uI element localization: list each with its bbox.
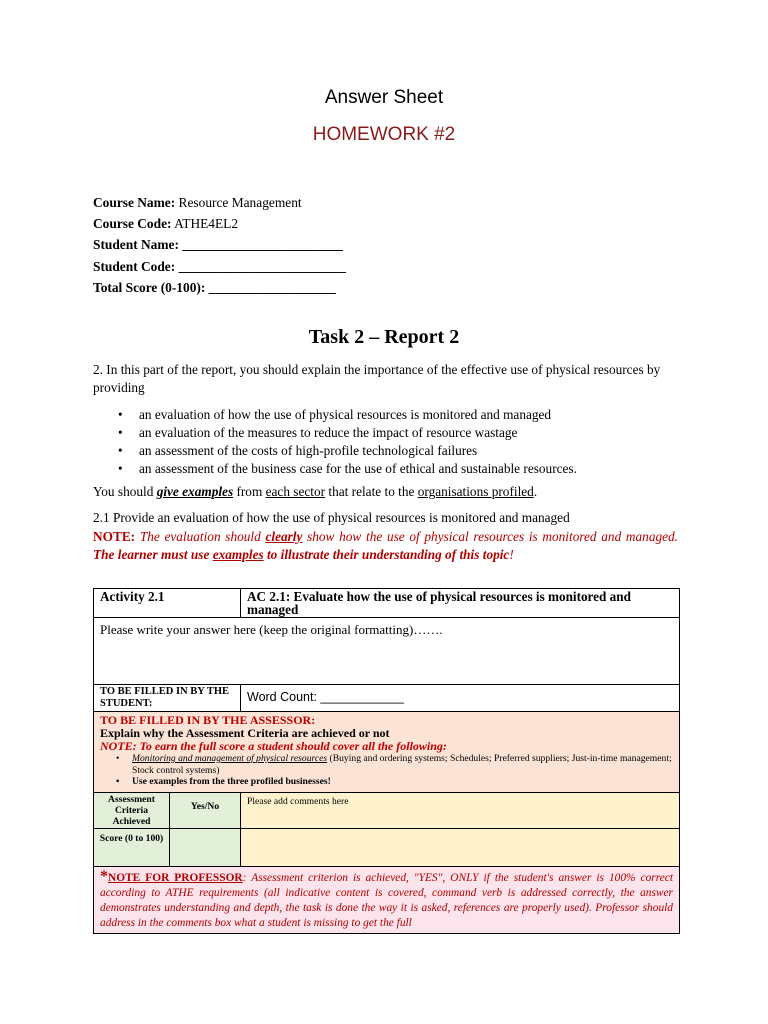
note-clearly: clearly bbox=[265, 528, 303, 544]
student-code-label: Student Code: bbox=[93, 258, 179, 274]
examples-text: . bbox=[533, 484, 538, 499]
total-score-label: Total Score (0-100): bbox=[93, 279, 209, 295]
assessor-explain: Explain why the Assessment Criteria are achieved or not bbox=[100, 726, 390, 740]
student-code-blank[interactable]: _________________________ bbox=[178, 258, 346, 274]
word-count-field[interactable]: Word Count: ____________ bbox=[241, 685, 680, 712]
student-fill-label: TO BE FILLED IN BY THE STUDENT: bbox=[94, 685, 241, 712]
professor-note-text: : Assessment criterion is achieved, "YES", ONLY if the student's answer is 100% correct according to ATHE requirements (all indicative content is covered, command verb is addressed correctly, the answer demonstrates understanding and depth, the task is done the way it is asked, references are properly used). Professor should address in the comments box what a student is missing to get the full bbox=[100, 871, 673, 929]
list-item: • an evaluation of the measures to reduce the impact of resource wastage bbox=[118, 424, 577, 442]
student-name-label: Student Name: bbox=[93, 237, 183, 253]
task-intro: 2. In this part of the report, you should explain the importance of the effective use of physical resources by providing bbox=[93, 362, 661, 395]
assessor-title: TO BE FILLED IN BY THE ASSESSOR: bbox=[100, 713, 316, 727]
note-examples: examples bbox=[212, 547, 264, 562]
student-name-blank[interactable]: ________________________ bbox=[182, 237, 343, 253]
score-label: Score (0 to 100) bbox=[94, 828, 170, 866]
score-input[interactable] bbox=[170, 828, 241, 866]
section-2-1 bbox=[93, 509, 678, 565]
note-text: show how the use of physical resources is monitored and managed. bbox=[302, 528, 678, 544]
examples-text: that relate to the bbox=[325, 484, 418, 499]
bullet-emphasis: Monitoring and management of physical resources bbox=[132, 753, 328, 764]
course-name-label: Course Name: bbox=[93, 195, 176, 210]
assessor-note: NOTE: To earn the full score a student should cover all the following: bbox=[100, 739, 447, 753]
total-score-blank[interactable]: ___________________ bbox=[208, 279, 336, 295]
bullet-text: (Buying and ordering systems; Schedules; Preferred suppliers; Just-in-time management; Stock control systems) bbox=[132, 753, 672, 776]
list-item: • an evaluation of how the use of physical resources is monitored and managed bbox=[118, 406, 577, 424]
professor-note bbox=[94, 866, 680, 933]
note-text: The learner must use bbox=[93, 547, 213, 562]
examples-organisations: organisations profiled bbox=[417, 484, 534, 499]
list-item bbox=[132, 753, 673, 776]
student-name-row bbox=[93, 234, 346, 255]
score-comments-field[interactable] bbox=[241, 828, 680, 866]
ac-achieved-label: Assessment Criteria Achieved bbox=[94, 792, 170, 828]
note-text: to illustrate their understanding of this topic bbox=[263, 547, 510, 562]
answer-area[interactable]: Please write your answer here (keep the original formatting)……. bbox=[94, 618, 680, 685]
yes-no-label: Yes/No bbox=[170, 792, 241, 828]
list-item: • Use examples from the three profiled businesses! bbox=[132, 776, 673, 790]
course-code-label: Course Code: bbox=[93, 216, 172, 232]
page-title: Answer Sheet bbox=[324, 87, 444, 108]
section-2-1-prompt: 2.1 Provide an evaluation of how the use of physical resources is monitored and managed bbox=[93, 510, 570, 525]
course-code-value: ATHE4EL2 bbox=[171, 216, 239, 232]
note-text: The evaluation should bbox=[135, 528, 266, 544]
note-label: NOTE: bbox=[93, 528, 136, 544]
professor-note-label: NOTE FOR PROFESSOR bbox=[108, 871, 243, 884]
section-2-1-note bbox=[93, 528, 678, 565]
task-bullet-list bbox=[118, 406, 577, 478]
activity-label: Activity 2.1 bbox=[94, 589, 241, 618]
activity-criterion: AC 2.1: Evaluate how the use of physical resources is monitored and managed bbox=[241, 589, 680, 618]
task-title: Task 2 – Report 2 bbox=[308, 326, 460, 348]
comments-field[interactable]: Please add comments here bbox=[241, 792, 680, 828]
activity-table bbox=[93, 588, 680, 934]
assessor-section bbox=[94, 712, 680, 793]
examples-instruction bbox=[93, 483, 537, 501]
course-info bbox=[93, 192, 346, 298]
course-code-row bbox=[93, 213, 346, 234]
list-item: • an assessment of the business case for the use of ethical and sustainable resources. bbox=[118, 460, 577, 478]
list-item: • an assessment of the costs of high-profile technological failures bbox=[118, 442, 577, 460]
examples-sector: each sector bbox=[265, 484, 326, 499]
examples-text: from bbox=[233, 484, 266, 499]
examples-text: You should bbox=[93, 484, 157, 499]
course-name-row bbox=[93, 192, 346, 213]
page-subtitle: HOMEWORK #2 bbox=[312, 124, 456, 145]
total-score-row bbox=[93, 277, 346, 298]
examples-emphasis: give examples bbox=[156, 484, 234, 499]
assessor-bullet-list bbox=[100, 753, 673, 790]
note-star: * bbox=[100, 867, 108, 885]
student-code-row bbox=[93, 256, 346, 277]
note-text: ! bbox=[509, 547, 514, 562]
course-name-value: Resource Management bbox=[175, 195, 302, 210]
